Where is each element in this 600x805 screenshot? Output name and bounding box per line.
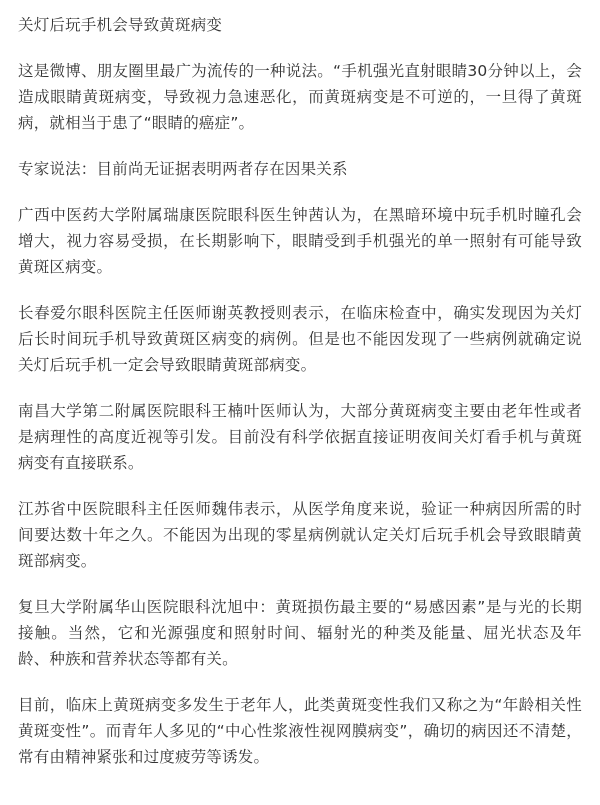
article-paragraph-5: 南昌大学第二附属医院眼科王楠叶医师认为，大部分黄斑病变主要由老年性或者是病理性的高度近视等引发。目前没有科学依据直接证明夜间关灯看手机与黄斑病变有直接联系。 [18, 402, 582, 472]
expert-opinion-heading: 专家说法：目前尚无证据表明两者存在因果关系 [18, 160, 348, 178]
article-title: 关灯后玩手机会导致黄斑病变 [18, 16, 223, 34]
article-paragraph-7: 复旦大学附属华山医院眼科沈旭中：黄斑损伤最主要的“易感因素”是与光的长期接触。当然，它和光源强度和照射时间、辐射光的种类及能量、屈光状态及年龄、种族和营养状态等都有关。 [18, 598, 582, 668]
article-paragraph-6: 江苏省中医院眼科主任医师魏伟表示，从医学角度来说，验证一种病因所需的时间要达数十年之久。不能因为出现的零星病例就认定关灯后玩手机会导致眼睛黄斑部病变。 [18, 500, 582, 570]
article-paragraph-4: 长春爱尔眼科医院主任医师谢英教授则表示，在临床检查中，确实发现因为关灯后长时间玩手机导致黄斑区病变的病例。但是也不能因发现了一些病例就确定说关灯后玩手机一定会导致眼睛黄斑部病变。 [18, 304, 582, 374]
article-paragraph-3: 广西中医药大学附属瑞康医院眼科医生钟茜认为，在黑暗环境中玩手机时瞳孔会增大，视力容易受损，在长期影响下，眼睛受到手机强光的单一照射有可能导致黄斑区病变。 [18, 206, 582, 276]
article-paragraph-1: 这是微博、朋友圈里最广为流传的一种说法。“手机强光直射眼睛30分钟以上，会造成眼睛黄斑病变，导致视力急速恶化，而黄斑病变是不可逆的，一旦得了黄斑病，就相当于患了“眼睛的癌症”。 [18, 62, 582, 132]
article-paragraph-8: 目前，临床上黄斑病变多发生于老年人，此类黄斑变性我们又称之为“年龄相关性黄斑变性”。而青年人多见的“中心性浆液性视网膜病变”，确切的病因还不清楚，常有由精神紧张和过度疲劳等诱发。 [18, 696, 582, 766]
